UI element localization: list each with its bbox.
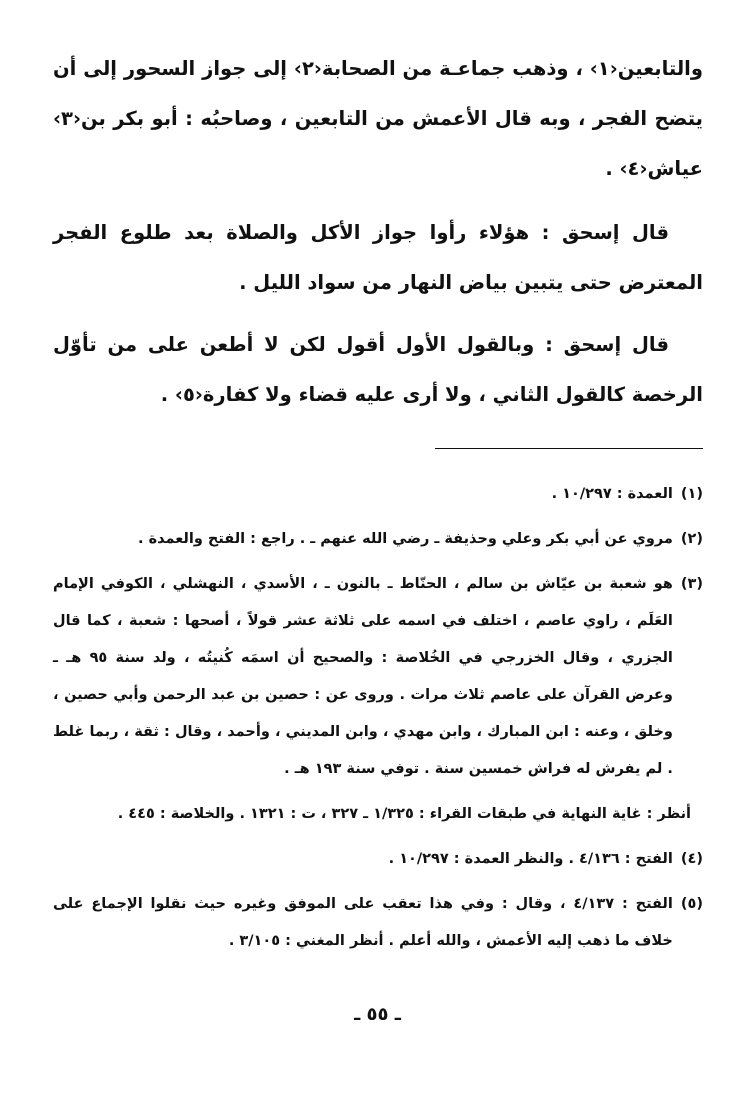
footnote-1 [53,476,703,513]
footnote-4 [53,841,703,878]
footnote-3-reference: أنظر : غاية النهاية في طبقات القراء : ١/٣٢٥ ـ ٣٢٧ ، ت : ١٣٢١ . والخلاصة : ٤٤٥ . [117,806,691,822]
footnotes [53,476,703,960]
footnote-number: (٤) [680,851,703,867]
footnote-text: الفتح : ٤/١٣٧ ، وقال : وفي هذا تعقب على الموفق وغيره حيث نقلوا الإجماع على خلاف ما ذهب إليه الأعمش ، والله أعلم . أنظر المغني : ٣/١٠٥ . [53,896,673,949]
footnote-text: الفتح : ٤/١٣٦ . والنظر العمدة : ١٠/٢٩٧ . [388,851,673,867]
footnote-number: (٣) [680,576,703,592]
footnote-text: العمدة : ١٠/٢٩٧ . [551,486,673,502]
footnote-divider [435,448,703,449]
paragraph-2 [53,208,703,308]
footnote-2 [53,521,703,558]
paragraph-3 [53,320,703,420]
footnote-number: (١) [680,486,703,502]
footnote-number: (٥) [680,896,703,912]
footnote-text: مروي عن أبي بكر وعلي وحذيفة ـ رضي الله عنهم ـ . راجع : الفتح والعمدة . [138,531,673,547]
footnote-3 [53,566,703,788]
paragraph-3-text: قال إسحق : وبالقول الأول أقول لكن لا أطعن على من تأوّل الرخصة كالقول الثاني ، ولا أرى عليه قضاء ولا كفارة‹٥› . [53,333,703,406]
footnote-5 [53,886,703,960]
paragraph-1: والتابعين‹١› ، وذهب جماعـة من الصحابة‹٢› إلى جواز السحور إلى أن يتضح الفجر ، وبه قال الأعمش من التابعين ، وصاحبُه : أبو بكر بن‹٣› عياش‹٤› . [53,57,703,180]
main-text [53,44,703,420]
paragraph-2-text: قال إسحق : هؤلاء رأوا جواز الأكل والصلاة بعد طلوع الفجر المعترض حتى يتبين بياض النهار من سواد الليل . [53,221,703,294]
footnote-number: (٢) [680,531,703,547]
page-number: ـ ٥٥ ـ [354,1004,401,1025]
footnote-text: هو شعبة بن عيّاش بن سالم ، الحنّاط ـ بالنون ـ ، الأسدي ، النهشلي ، الكوفي الإمام العَلَم ، راوي عاصم ، اختلف في اسمه على ثلاثة عشر قولاً ، أصحها : شعبة ، كما قال الجزري ، وقال الخزرجي في الخُلاصة : والصحيح أن اسمَه كُنيتُه ، ولد سنة ٩٥ هـ ـ وعرض القرآن على عاصم ثلاث مرات . وروى عن : حصين بن عبد الرحمن وأبي حصين ، وخلق ، وعنه : ابن المبارك ، وابن مهدي ، وابن المديني ، وأحمد ، وقال : ثقة ، ربما غلط . لم يفرش له فراش خمسين سنة . توفي سنة ١٩٣ هـ . [53,576,673,777]
